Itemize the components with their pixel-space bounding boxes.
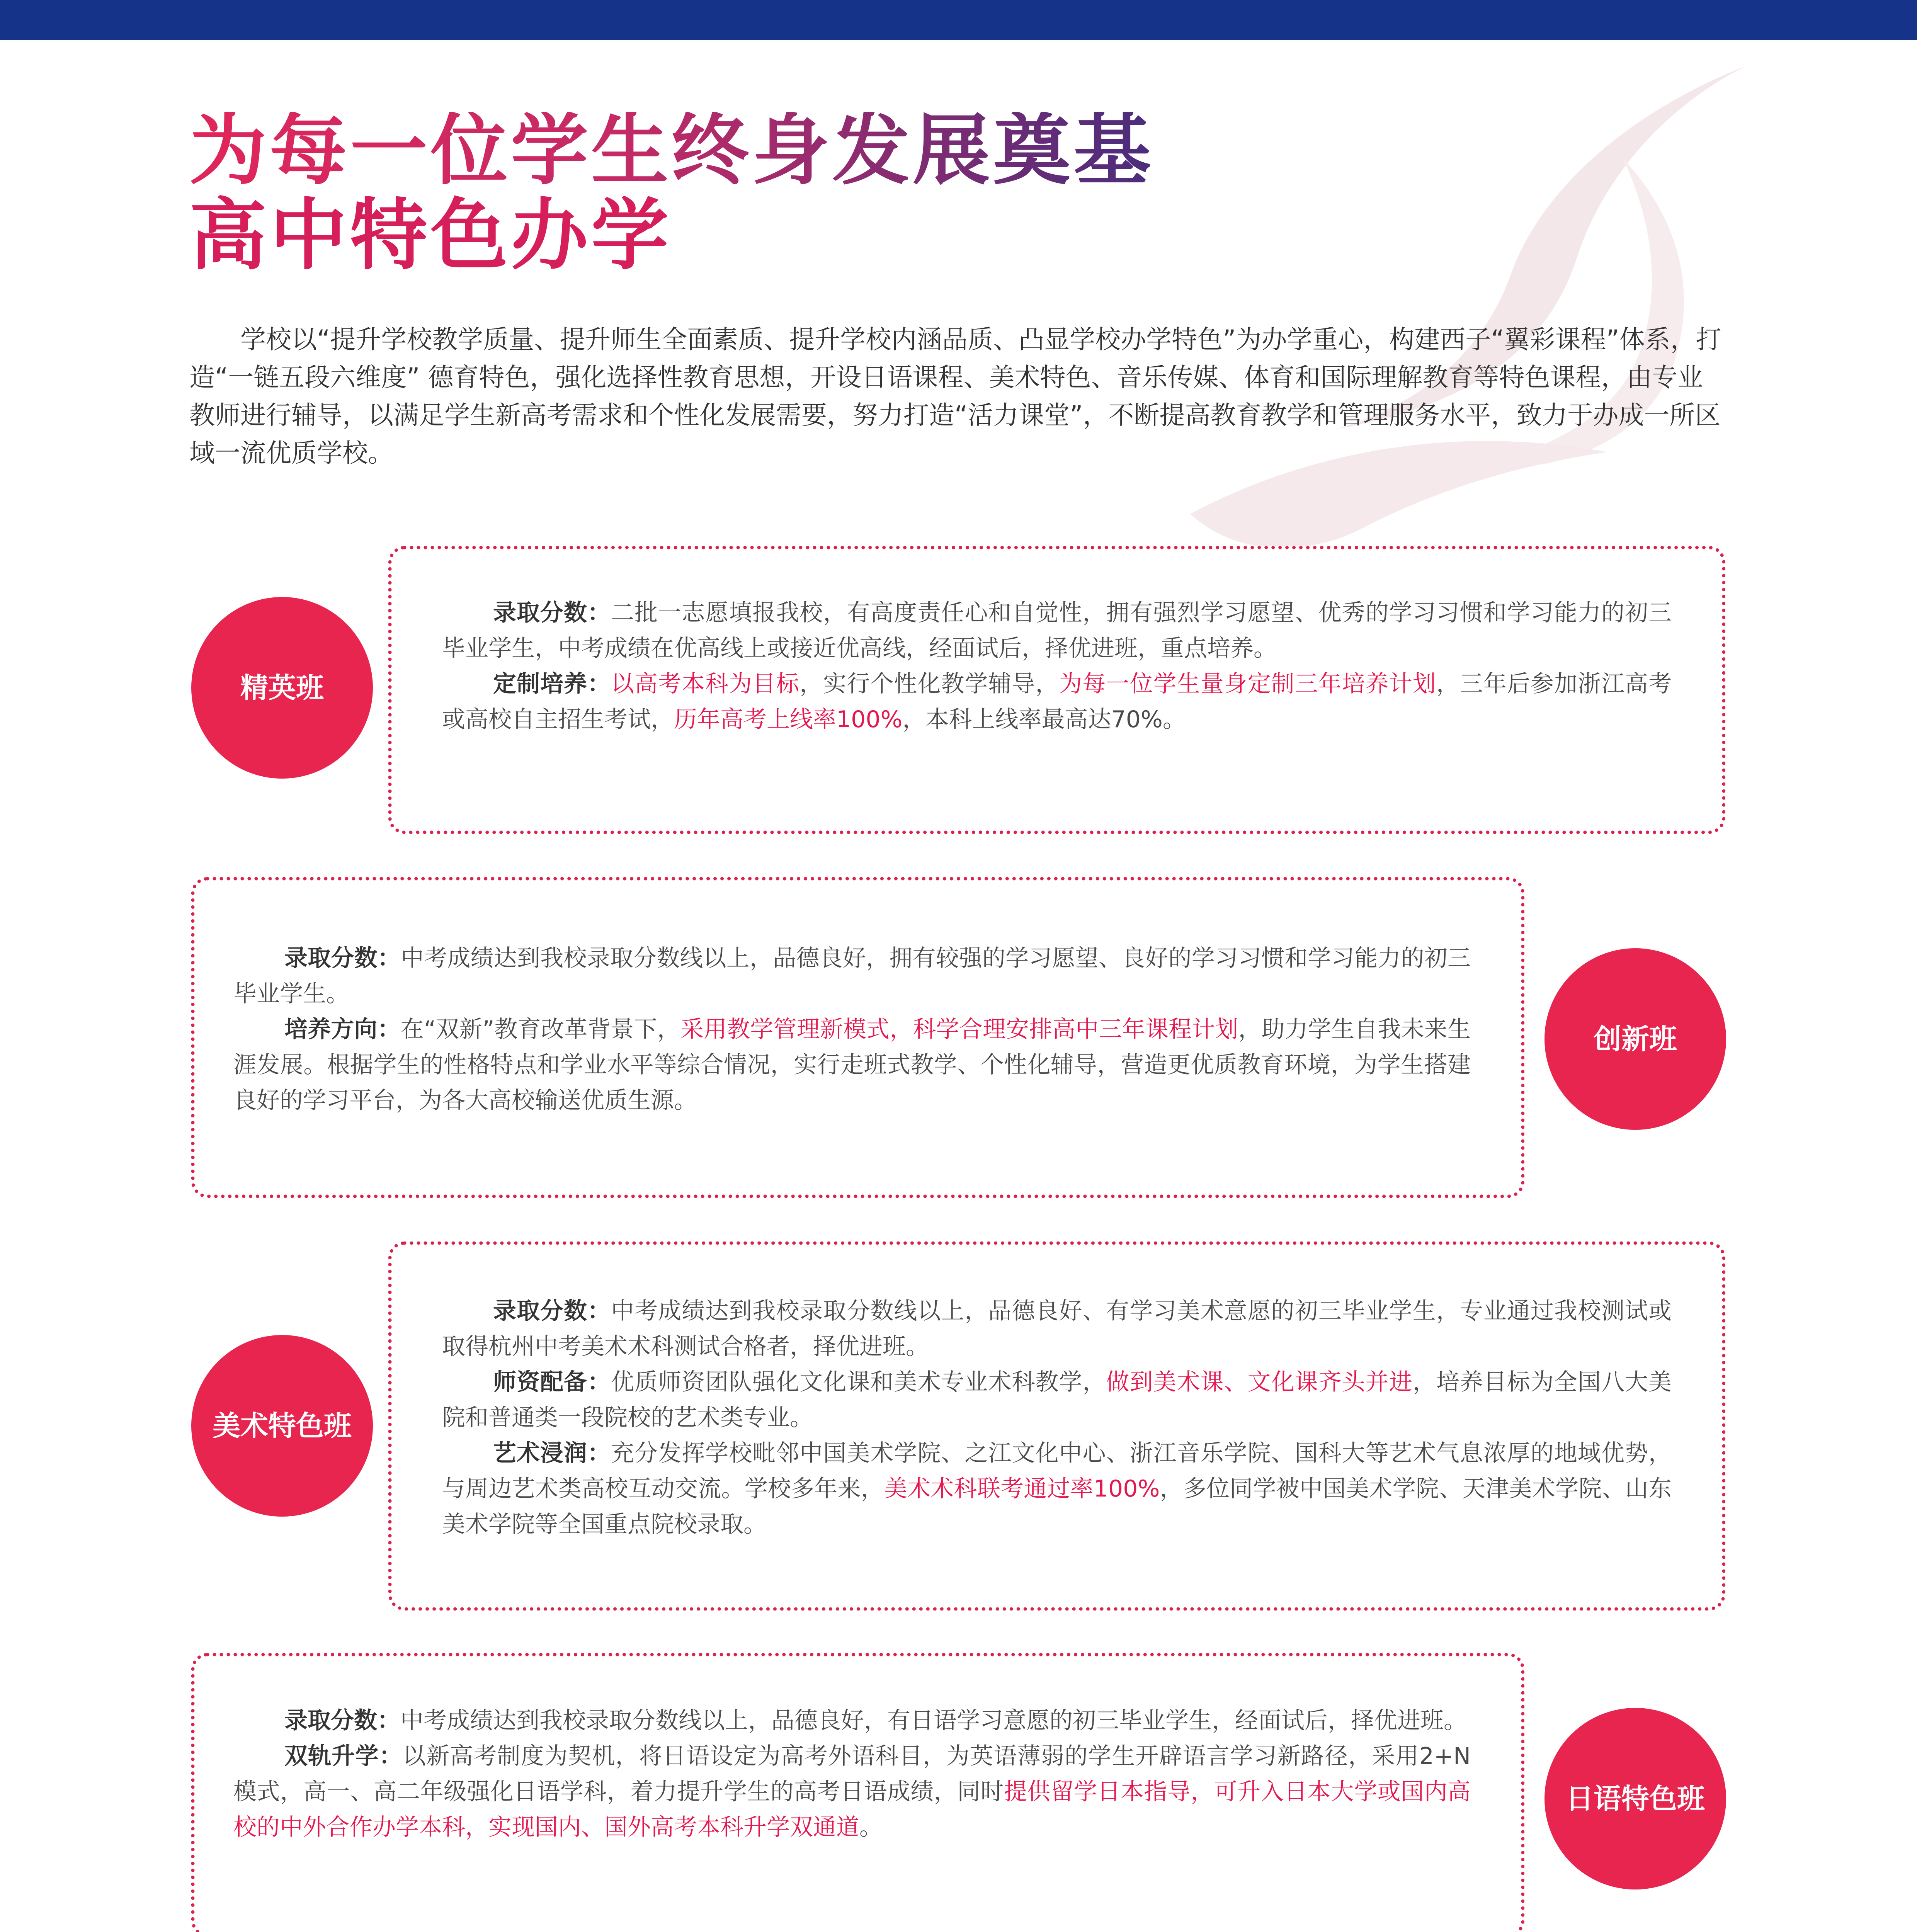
japanese-dual-text: 。 — [859, 1814, 883, 1841]
elite-class-badge — [191, 597, 373, 779]
elite-training-highlight-goal: 以高考本科为目标 — [611, 670, 800, 697]
art-faculty-label: 师资配备： — [493, 1369, 611, 1396]
page-subtitle: 高中特色办学 — [189, 190, 672, 281]
elite-training-highlight-rate: 历年高考上线率100% — [674, 706, 903, 733]
art-class-badge-label: 美术特色班 — [212, 1410, 352, 1442]
elite-class-badge-label: 精英班 — [240, 672, 324, 704]
art-immersion-highlight: 美术术科联考通过率100% — [884, 1475, 1160, 1502]
art-immersion-text: ，多位同学被中国美术学院、天津美术学院、山东美术学院等全国重点院校录取。 — [442, 1475, 1672, 1538]
japanese-class-card — [191, 1653, 1524, 1932]
innovation-admission-paragraph — [233, 940, 1471, 1012]
art-class-badge — [191, 1335, 373, 1517]
art-faculty-text: ，培养目标为全国八大美院和普通类一段院校的艺术类专业。 — [442, 1369, 1672, 1431]
elite-training-text: ，本科上线率最高达70%。 — [902, 706, 1186, 733]
art-admission-label: 录取分数： — [493, 1298, 611, 1325]
elite-training-paragraph — [442, 666, 1672, 737]
japanese-dual-text: 以新高考制度为契机，将日语设定为高考外语科目，为英语薄弱的学生开辟语言学习新路径，采用2+N模式，高一、高二年级强化日语学科，着力提升学生的高考日语成绩，同时 — [233, 1743, 1471, 1805]
elite-training-text: ，三年后参加浙江高考或高校自主招生考试， — [442, 670, 1672, 733]
japanese-class-badge — [1544, 1708, 1726, 1889]
art-admission-paragraph — [442, 1293, 1672, 1364]
top-banner-bar — [0, 0, 1917, 40]
art-faculty-paragraph — [442, 1364, 1672, 1435]
elite-class-card — [388, 546, 1725, 834]
innovation-admission-label: 录取分数： — [284, 945, 401, 972]
innovation-class-badge-label: 创新班 — [1593, 1023, 1677, 1055]
swan-watermark-icon — [1121, 58, 1797, 560]
japanese-class-badge-label: 日语特色班 — [1565, 1782, 1705, 1815]
japanese-dual-highlight: 提供留学日本指导，可升入日本大学或国内高校的中外合作办学本科，实现国内、国外高考本科升学双通道 — [233, 1778, 1471, 1841]
art-immersion-text: 充分发挥学校毗邻中国美术学院、之江文化中心、浙江音乐学院、国科大等艺术气息浓厚的地域优势，与周边艺术类高校互动交流。学校多年来， — [442, 1440, 1672, 1502]
elite-admission-text: 二批一志愿填报我校，有高度责任心和自觉性，拥有强烈学习愿望、优秀的学习习惯和学习能力的初三毕业学生，中考成绩在优高线上或接近优高线，经面试后，择优进班，重点培养。 — [442, 599, 1672, 662]
intro-paragraph: 学校以“提升学校教学质量、提升师生全面素质、提升学校内涵品质、凸显学校办学特色”为办学重心，构建西子“翼彩课程”体系，打造“一链五段六维度” 德育特色，强化选择性教育思想，开设日语课程、美术特色、音乐传媒、体育和国际理解教育等特色课程，由专业教师进行辅导，以满足学生新高考需求和个性化发展需要，努力打造“活力课堂”，不断提高教育教学和管理服务水平，致力于办成一所区域一流优质学校。 — [189, 325, 1721, 468]
art-admission-text: 中考成绩达到我校录取分数线以上，品德良好、有学习美术意愿的初三毕业学生，专业通过我校测试或取得杭州中考美术术科测试合格者，择优进班。 — [442, 1298, 1672, 1360]
elite-training-text: ，实行个性化教学辅导， — [799, 670, 1059, 697]
innovation-direction-text: ，助力学生自我未来生涯发展。根据学生的性格特点和学业水平等综合情况，实行走班式教学、个性化辅导，营造更优质教育环境，为学生搭建良好的学习平台，为各大高校输送优质生源。 — [233, 1016, 1471, 1114]
art-immersion-label: 艺术浸润： — [493, 1440, 611, 1467]
art-immersion-paragraph — [442, 1435, 1672, 1542]
elite-admission-label: 录取分数： — [493, 599, 611, 626]
innovation-class-card — [191, 877, 1524, 1198]
elite-training-label: 定制培养： — [493, 670, 611, 697]
innovation-direction-highlight: 采用教学管理新模式，科学合理安排高中三年课程计划 — [680, 1016, 1238, 1043]
japanese-dual-paragraph — [233, 1738, 1471, 1845]
innovation-direction-label: 培养方向： — [284, 1016, 401, 1043]
japanese-admission-text: 中考成绩达到我校录取分数线以上，品德良好，有日语学习意愿的初三毕业学生，经面试后，择优进班。 — [400, 1707, 1467, 1734]
japanese-dual-label: 双轨升学： — [284, 1743, 403, 1770]
elite-training-highlight-plan: 为每一位学生量身定制三年培养计划 — [1059, 670, 1436, 697]
innovation-direction-text: 在“双新”教育改革背景下， — [400, 1016, 680, 1043]
art-faculty-text: 优质师资团队强化文化课和美术专业术科教学， — [611, 1369, 1106, 1396]
innovation-direction-paragraph — [233, 1012, 1471, 1118]
innovation-class-badge — [1544, 948, 1726, 1130]
elite-admission-paragraph — [442, 595, 1672, 666]
japanese-admission-paragraph — [233, 1703, 1471, 1738]
art-faculty-highlight: 做到美术课、文化课齐头并进 — [1106, 1369, 1413, 1396]
art-class-card — [388, 1242, 1725, 1611]
page-title: 为每一位学生终身发展奠基 — [189, 105, 1154, 196]
innovation-admission-text: 中考成绩达到我校录取分数线以上，品德良好，拥有较强的学习愿望、良好的学习习惯和学习能力的初三毕业学生。 — [233, 945, 1471, 1007]
japanese-admission-label: 录取分数： — [284, 1707, 400, 1734]
